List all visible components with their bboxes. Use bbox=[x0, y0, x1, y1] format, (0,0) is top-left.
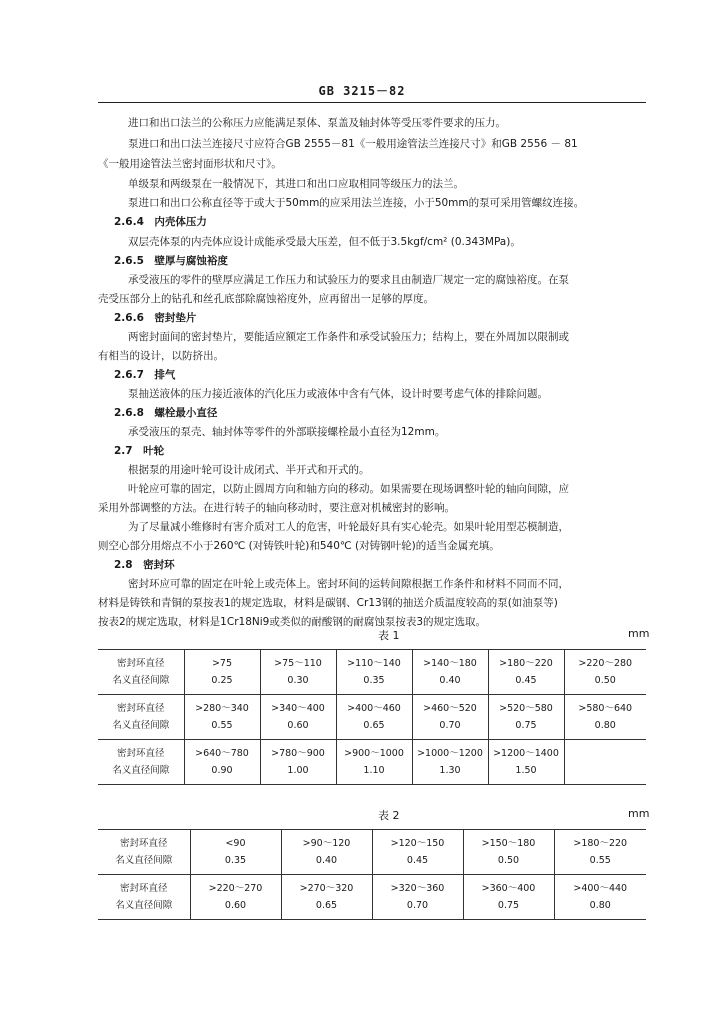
diameter-range: >75 bbox=[211, 658, 233, 669]
row-label-clearance: 名义直径间隙 bbox=[115, 900, 173, 911]
table-cell bbox=[190, 830, 281, 875]
clearance-value: 0.75 bbox=[515, 720, 537, 731]
clearance-value: 0.45 bbox=[406, 855, 429, 866]
row-label-cell bbox=[98, 830, 190, 875]
row-label-clearance: 名义直径间隙 bbox=[112, 720, 170, 731]
clearance-value: 0.80 bbox=[594, 720, 616, 731]
body-line: 泵进口和出口公称直径等于或大于50mm的应采用法兰连接，小于50mm的泵可采用管螺纹连接。 bbox=[128, 197, 585, 209]
diameter-range: >320～360 bbox=[390, 883, 445, 894]
table-cell bbox=[412, 740, 488, 785]
diameter-range: >780～900 bbox=[271, 748, 325, 759]
diameter-range: >900～1000 bbox=[344, 748, 404, 759]
diameter-range: >400～440 bbox=[573, 883, 628, 894]
diameter-range: >75～110 bbox=[274, 658, 322, 669]
body-line: 壳受压部分上的钻孔和丝孔底部除腐蚀裕度外，应再留出一足够的厚度。 bbox=[98, 293, 434, 305]
clearance-value: 0.90 bbox=[211, 765, 233, 776]
clearance-value: 0.25 bbox=[211, 675, 233, 686]
clearance-value: 0.45 bbox=[515, 675, 537, 686]
body-line: 双层壳体泵的内壳体应设计成能承受最大压差，但不低于3.5kgf/cm² (0.343MPa)。 bbox=[128, 236, 521, 248]
row-label-diameter: 密封环直径 bbox=[116, 703, 165, 714]
table-cell bbox=[488, 695, 564, 740]
row-label-cell bbox=[98, 740, 184, 785]
section-heading: 2.6.4 内壳体压力 bbox=[114, 216, 207, 228]
table-cell bbox=[336, 695, 412, 740]
table-cell bbox=[336, 650, 412, 695]
diameter-range: >580～640 bbox=[578, 703, 633, 714]
clearance-value: 0.55 bbox=[589, 855, 611, 866]
body-line: 采用外部调整的方法。在进行转子的轴向移动时，要注意对机械密封的影响。 bbox=[98, 502, 455, 514]
clearance-value: 0.30 bbox=[287, 675, 309, 686]
table-cell bbox=[372, 875, 463, 920]
body-line: 则空心部分用熔点不小于260℃ (对铸铁叶轮)和540℃ (对铸钢叶轮)的适当金属充填。 bbox=[98, 540, 500, 552]
row-label-clearance: 名义直径间隙 bbox=[115, 855, 173, 866]
clearance-value: 0.35 bbox=[363, 675, 385, 686]
table-cell bbox=[281, 875, 372, 920]
table-cell bbox=[564, 695, 646, 740]
clearance-value: 0.70 bbox=[439, 720, 461, 731]
clearance-value: 1.10 bbox=[363, 765, 385, 776]
clearance-value: 0.50 bbox=[497, 855, 520, 866]
row-label-diameter: 密封环直径 bbox=[119, 838, 168, 849]
section-heading: 2.6.6 密封垫片 bbox=[114, 312, 197, 324]
table-cell bbox=[412, 695, 488, 740]
table-cell bbox=[260, 695, 336, 740]
section-heading: 2.6.5 壁厚与腐蚀裕度 bbox=[114, 255, 228, 267]
table-row bbox=[98, 695, 646, 740]
table-row bbox=[98, 740, 646, 785]
diameter-range: >280～340 bbox=[195, 703, 249, 714]
row-label-cell bbox=[98, 875, 190, 920]
body-line: 泵进口和出口法兰连接尺寸应符合GB 2555－81《一般用途管法兰连接尺寸》和GB 2556 － 81 bbox=[128, 138, 578, 150]
table-cell bbox=[554, 875, 646, 920]
body-line: 承受液压的零件的壁厚应满足工作压力和试验压力的要求且由制造厂规定一定的腐蚀裕度。在泵 bbox=[128, 274, 569, 286]
body-line: 为了尽量减小维修时有害介质对工人的危害，叶轮最好具有实心轮壳。如果叶轮用型芯模制造， bbox=[128, 521, 569, 533]
table-cell bbox=[564, 740, 646, 785]
clearance-value: 0.55 bbox=[211, 720, 233, 731]
diameter-range: >220～270 bbox=[208, 883, 263, 894]
table-cell bbox=[260, 740, 336, 785]
table-cell bbox=[184, 650, 260, 695]
clearance-value: 1.50 bbox=[515, 765, 537, 776]
clearance-value: 0.60 bbox=[287, 720, 309, 731]
diameter-range: >400～460 bbox=[347, 703, 401, 714]
table1-caption: 表 1 bbox=[378, 629, 400, 642]
clearance-value: 0.80 bbox=[589, 900, 611, 911]
body-line: 叶轮应可靠的固定，以防止圆周方向和轴方向的移动。如果需要在现场调整叶轮的轴向间隙，应 bbox=[128, 483, 569, 495]
diameter-range: >1000～1200 bbox=[417, 748, 483, 759]
diameter-range: >180～220 bbox=[499, 658, 553, 669]
section-heading: 2.6.7 排气 bbox=[114, 369, 176, 381]
table2 bbox=[98, 829, 646, 920]
section-heading: 2.7 叶轮 bbox=[114, 445, 165, 457]
clearance-value: 0.65 bbox=[315, 900, 338, 911]
row-label-cell bbox=[98, 650, 184, 695]
diameter-range: >520～580 bbox=[499, 703, 553, 714]
row-label-clearance: 名义直径间隙 bbox=[112, 675, 170, 686]
body-line: 泵抽送液体的压力接近液体的汽化压力或液体中含有气体，设计时要考虑气体的排除问题。 bbox=[128, 388, 548, 400]
diameter-range: >180～220 bbox=[573, 838, 628, 849]
body-line: 密封环应可靠的固定在叶轮上或壳体上。密封环间的运转间隙根据工作条件和材料不同而不同， bbox=[128, 578, 569, 590]
section-heading: 2.8 密封环 bbox=[114, 559, 175, 571]
row-label-clearance: 名义直径间隙 bbox=[112, 765, 170, 776]
table-cell bbox=[564, 650, 646, 695]
diameter-range: >1200～1400 bbox=[493, 748, 559, 759]
body-line: 进口和出口法兰的公称压力应能满足泵体、泵盖及轴封体等受压零件要求的压力。 bbox=[128, 117, 506, 129]
diameter-range: >640～780 bbox=[195, 748, 249, 759]
body-line: 《一般用途管法兰密封面形状和尺寸》。 bbox=[98, 158, 282, 170]
diameter-range: >270～320 bbox=[299, 883, 354, 894]
table-cell bbox=[184, 740, 260, 785]
diameter-range: >360～400 bbox=[481, 883, 536, 894]
table-cell bbox=[372, 830, 463, 875]
body-line: 有相当的设计，以防挤出。 bbox=[98, 350, 224, 362]
clearance-value: 0.40 bbox=[439, 675, 461, 686]
table-row bbox=[98, 875, 646, 920]
body-line: 承受液压的泵壳、轴封体等零件的外部联接螺栓最小直径为12mm。 bbox=[128, 426, 446, 438]
diameter-range: >150～180 bbox=[481, 838, 536, 849]
body-line: 两密封面间的密封垫片，要能适应额定工作条件和承受试验压力；结构上，要在外周加以限制或 bbox=[128, 331, 569, 343]
diameter-range: >340～400 bbox=[271, 703, 325, 714]
clearance-value: 0.50 bbox=[594, 675, 616, 686]
table1-unit: mm bbox=[628, 627, 650, 640]
diameter-range: >140～180 bbox=[423, 658, 477, 669]
table-row bbox=[98, 830, 646, 875]
clearance-value: 1.30 bbox=[439, 765, 461, 776]
diameter-range: >120～150 bbox=[390, 838, 445, 849]
table-cell bbox=[412, 650, 488, 695]
clearance-value: 0.40 bbox=[315, 855, 338, 866]
clearance-value: 1.00 bbox=[287, 765, 309, 776]
diameter-range: >220～280 bbox=[578, 658, 633, 669]
body-line: 单级泵和两级泵在一般情况下，其进口和出口应取相同等级压力的法兰。 bbox=[128, 178, 464, 190]
header-rule bbox=[98, 102, 646, 103]
table-cell bbox=[488, 740, 564, 785]
body-line: 材料是铸铁和青铜的泵按表1的规定选取，材料是碳钢、Cr13钢的抽送介质温度较高的泵(如油泵等) bbox=[98, 597, 558, 609]
clearance-value: 0.65 bbox=[363, 720, 385, 731]
table2-caption: 表 2 bbox=[378, 809, 400, 822]
table-cell bbox=[463, 830, 554, 875]
page-header: GB 3215－82 bbox=[318, 84, 406, 98]
row-label-diameter: 密封环直径 bbox=[116, 658, 165, 669]
table-cell bbox=[260, 650, 336, 695]
body-line: 按表2的规定选取，材料是1Cr18Ni9或类似的耐酸钢的耐腐蚀泵按表3的规定选取。 bbox=[98, 616, 487, 628]
table-cell bbox=[184, 695, 260, 740]
table-row bbox=[98, 650, 646, 695]
diameter-range: <90 bbox=[225, 838, 246, 849]
section-heading: 2.6.8 螺栓最小直径 bbox=[114, 407, 218, 419]
table1 bbox=[98, 649, 646, 785]
diameter-range: >460～520 bbox=[423, 703, 477, 714]
row-label-diameter: 密封环直径 bbox=[116, 748, 165, 759]
table-cell bbox=[281, 830, 372, 875]
body-line: 根据泵的用途叶轮可设计成闭式、半开式和开式的。 bbox=[128, 464, 370, 476]
diameter-range: >110～140 bbox=[347, 658, 401, 669]
table2-unit: mm bbox=[628, 807, 650, 820]
table-cell bbox=[554, 830, 646, 875]
diameter-range: >90～120 bbox=[302, 838, 351, 849]
table-cell bbox=[190, 875, 281, 920]
clearance-value: 0.75 bbox=[497, 900, 520, 911]
row-label-cell bbox=[98, 695, 184, 740]
table-cell bbox=[336, 740, 412, 785]
row-label-diameter: 密封环直径 bbox=[119, 883, 168, 894]
clearance-value: 0.70 bbox=[406, 900, 429, 911]
table-cell bbox=[463, 875, 554, 920]
clearance-value: 0.35 bbox=[224, 855, 247, 866]
table-cell bbox=[488, 650, 564, 695]
clearance-value: 0.60 bbox=[224, 900, 247, 911]
